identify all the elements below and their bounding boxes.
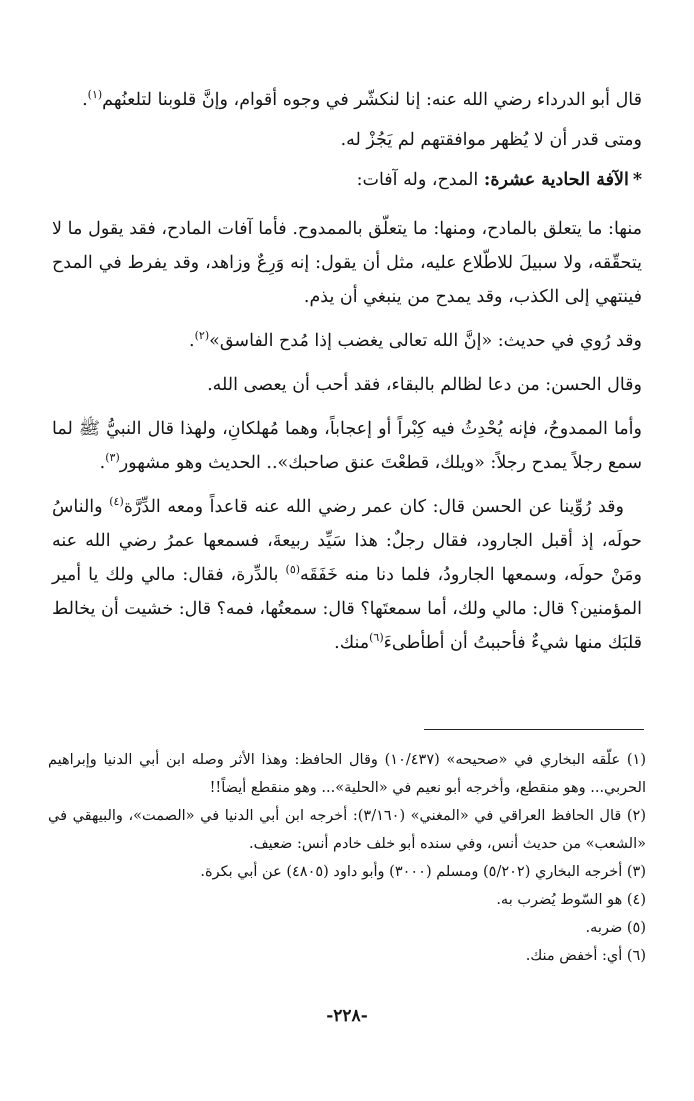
heading-subtitle: المدح، وله آفات: — [356, 170, 479, 190]
footnote-ref-5[interactable]: (٥) — [285, 563, 301, 577]
text-line-1: قال أبو الدرداء رضي الله عنه: إنا لنكشّر في وجوه أقوام، وإنَّ قلوبنا لتلعنُهم$^{(١)}$. — [82, 88, 642, 110]
heading-title: الآفة الحادية عشرة: — [483, 170, 629, 190]
footnotes — [48, 746, 646, 970]
paragraph-1: منها: ما يتعلق بالمادح، ومنها: ما يتعلّق بالممدوح. فأما آفات المادح، فقد يقول ما لا يتحقّقه، ولا سبيلَ للاطّلاع عليه، مثل أن يقول: إنه وَرِعٌ وزاهد، وقد يفرط في المدح فينتهي إلى الكذب، وقد يمدح من ينبغي أن يذم. — [52, 219, 642, 307]
footnote-2: (٢) قال الحافظ العراقي في «المغني» (٣/١٦٠): أخرجه ابن أبي الدنيا في «الصمت»، والبيهقي في «الشعب» من حديث أنس، وفي سنده أبو خلف خادم أنس: ضعيف. — [48, 808, 647, 852]
paragraph-5: وقد رُوِّينا عن الحسن قال: كان عمر رضي الله عنه قاعداً ومعه الدِّرَّة$^{(٤)}$ والناسُ حولَه، إذ أقبل الجارود، فقال رجلٌ: هذا سَيِّد ربيعةَ، فسمعها عمرُ رضي الله عنه ومَنْ حولَه، وسمعها الجارودُ، فلما دنا منه خَفَقَه$^{(٥)}$ بالدِّرة، فقال: مالي ولك يا أمير المؤمنين؟ قال: مالي ولك، أما سمعتَها؟ قال: سمعتُها، فمه؟ قال: خشيت أن يخالط قلبَك منها شيءٌ فأحببتُ أن أطأطىءَ$^{(٦)}$منك. — [52, 495, 642, 653]
footnote-ref-4[interactable]: (٤) — [109, 495, 124, 509]
footnote-ref-2[interactable]: (٢) — [194, 329, 210, 343]
footnote-divider — [424, 729, 644, 730]
footnote-3: (٣) أخرجه البخاري (٥/٢٠٢) ومسلم (٣٠٠٠) وأبو داود (٤٨٠٥) عن أبي بكرة. — [200, 864, 646, 880]
paragraph-4: وأما الممدوحُ، فإنه يُحْدِثُ فيه كِبْراً أو إعجاباً، وهما مُهلكانِ، ولهذا قال النبيُّ ﷺ لما سمع رجلاً يمدح رجلاً: «ويلك، قطعْتَ عنق صاحبك».. الحديث وهو مشهور$^{(٣)}$. — [52, 419, 642, 473]
section-heading — [52, 160, 642, 200]
paragraph-3: وقال الحسن: من دعا لظالم بالبقاء، فقد أحب أن يعصى الله. — [207, 375, 642, 395]
footnote-ref-1[interactable]: (١) — [87, 88, 103, 102]
footnote-5: (٥) ضربه. — [585, 920, 646, 936]
main-text — [52, 80, 642, 660]
page-number: -٢٢٨- — [326, 1006, 368, 1026]
footnote-1: (١) علّقه البخاري في «صحيحه» (١٠/٤٣٧) وقال الحافظ: وهذا الأثر وصله ابن أبي الدنيا وإبراهيم الحربي... وهو منقطع، وأخرجه أبو نعيم في «الحلية»... وهو منقطع أيضاً!! — [48, 752, 646, 796]
text-line-2: ومتى قدر أن لا يُظهر موافقتهم لم يَجُزْ له. — [340, 130, 642, 150]
paragraph-2: وقد رُوي في حديث: «إنَّ الله تعالى يغضب إذا مُدح الفاسق»$^{(٢)}$. — [189, 329, 642, 351]
footnote-ref-3[interactable]: (٣) — [105, 451, 120, 465]
footnote-ref-6[interactable]: (٦) — [369, 631, 384, 645]
heading-star-icon: * — [632, 170, 642, 190]
footnote-6: (٦) أي: أخفض منك. — [525, 948, 646, 964]
footnote-4: (٤) هو السّوط يُضرب به. — [496, 892, 646, 908]
